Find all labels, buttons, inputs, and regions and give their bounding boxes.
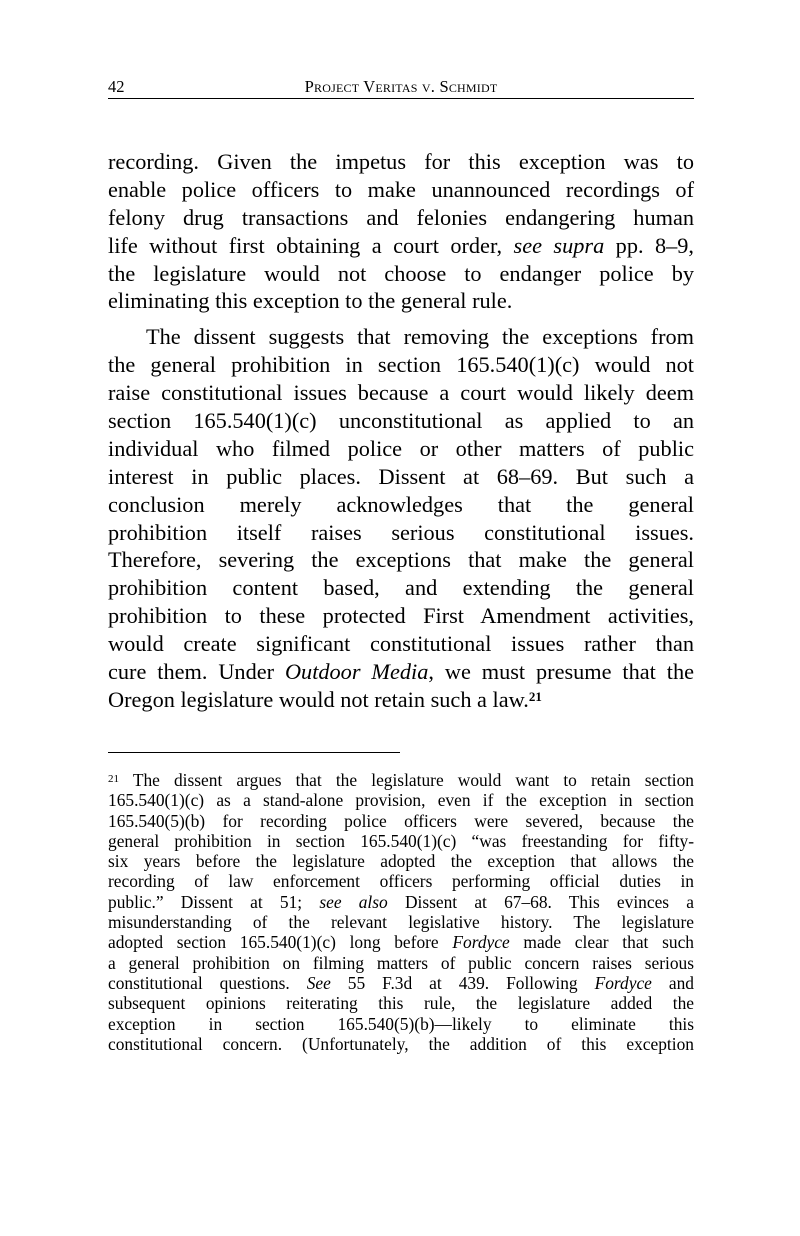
text-line: 165.540(1)(c) as a stand-alone provision, even if the exception in section	[108, 790, 694, 811]
text-line: eliminating this exception to the general rule.	[108, 288, 513, 314]
text-line: six years before the legislature adopted the exception that allows the	[108, 851, 694, 872]
text-line: conclusion merely acknowledges that the general	[108, 491, 694, 517]
text-line: interest in public places. Dissent at 68–69. But such a	[108, 463, 694, 489]
text-line: adopted section 165.540(1)(c) long before Fordyce made clear that such	[108, 932, 694, 953]
text-line: The dissent suggests that removing the exceptions from	[146, 324, 694, 350]
text-line: 165.540(5)(b) for recording police officers were severed, because the	[108, 810, 694, 831]
text-line: general prohibition in section 165.540(1)(c) “was freestanding for fifty-	[108, 830, 694, 851]
paragraph-2	[108, 323, 694, 713]
footnote-21	[108, 770, 694, 1054]
text-line: a general prohibition on filming matters of public concern raises serious	[108, 952, 694, 973]
paragraph-gap	[108, 315, 694, 323]
text-line: recording. Given the impetus for this exception was to	[108, 149, 694, 174]
text-line: $^{21}$ The dissent argues that the legislature would want to retain section	[108, 770, 694, 790]
footnote-divider	[108, 752, 400, 753]
text-line: prohibition content based, and extending the general	[108, 575, 694, 601]
footnote-reference-link[interactable]: 21	[528, 688, 542, 704]
body-text	[108, 148, 694, 714]
running-title: Project Veritas v. Schmidt	[304, 77, 498, 96]
text-line: would create significant constitutional issues rather than	[108, 631, 694, 657]
text-line: subsequent opinions reiterating this rule, the legislature added the	[108, 993, 694, 1014]
text-line: public.” Dissent at 51; see also Dissent at 67–68. This evinces a	[108, 891, 695, 912]
text-line: misunderstanding of the relevant legislative history. The legislature	[108, 912, 694, 933]
text-line: Therefore, severing the exceptions that make the general	[108, 547, 694, 573]
text-line: life without first obtaining a court order, see supra pp. 8–9,	[108, 232, 695, 258]
text-line: Oregon legislature would not retain such a law.$^{21}$	[108, 686, 542, 712]
paragraph-1	[108, 148, 694, 315]
text-line: cure them. Under Outdoor Media, we must presume that the	[108, 659, 694, 685]
text-line: enable police officers to make unannounced recordings of	[108, 176, 694, 202]
page-header	[108, 76, 694, 99]
footnote-marker: 21	[108, 773, 119, 785]
text-line: recording of law enforcement officers performing official duties in	[108, 871, 694, 892]
text-line: constitutional questions. See 55 F.3d at 439. Following Fordyce and	[108, 972, 694, 993]
text-line: prohibition itself raises serious constitutional issues.	[108, 519, 694, 545]
text-line: prohibition to these protected First Amendment activities,	[108, 603, 694, 629]
page-number: 42	[108, 77, 125, 96]
text-line: section 165.540(1)(c) unconstitutional as applied to an	[108, 408, 694, 434]
text-line: exception in section 165.540(5)(b)—likely to eliminate this	[108, 1013, 694, 1034]
text-line: constitutional concern. (Unfortunately, the addition of this exception	[108, 1033, 694, 1054]
text-line: raise constitutional issues because a court would likely deem	[108, 380, 694, 406]
text-line: individual who filmed police or other matters of public	[108, 435, 694, 461]
text-line: the general prohibition in section 165.540(1)(c) would not	[108, 352, 694, 378]
text-line: the legislature would not choose to endanger police by	[108, 260, 694, 286]
text-line: felony drug transactions and felonies endangering human	[108, 204, 694, 230]
